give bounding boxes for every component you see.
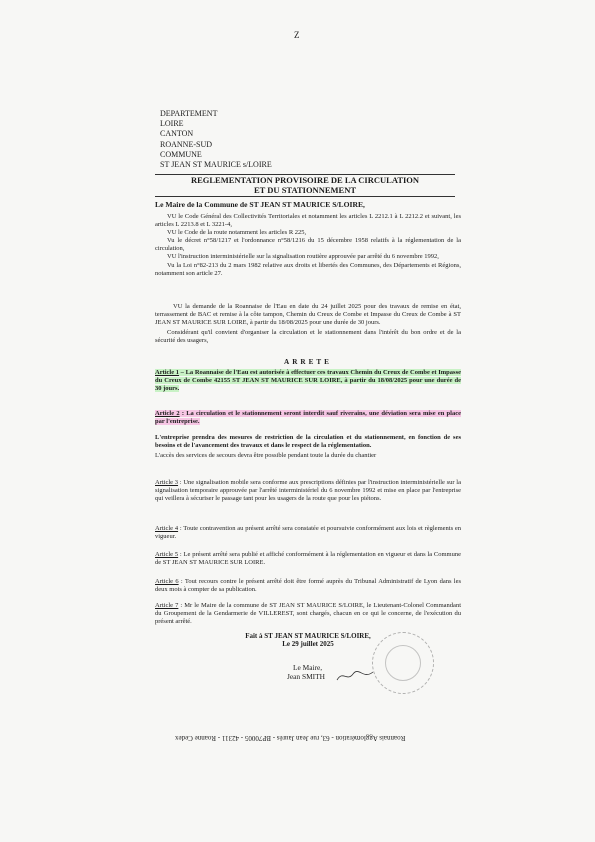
article-2-highlight xyxy=(155,410,461,425)
article-1-highlight xyxy=(155,369,461,392)
article-1-text: – La Roannaise de l'Eau est autorisée à effectuer ces travaux Chemin du Creux de Combe et Impasse du Creux de Combe 42155 ST JEAN ST MAURICE SUR LOIRE, à partir du 18/08/2025 pour une durée de 30 jours. xyxy=(155,369,461,393)
demande-text: VU la demande de la Roannaise de l'Eau en date du 24 juillet 2025 pour des travaux de remise en état, terrassement de BAC et remise à la côte tampon, Chemin du Creux de Combe et Impasse du Creux de Combe à ST JEAN ST MAURICE SUR LOIRE, à partir du 18/08/2025 pour une durée de 30 jours. xyxy=(155,303,461,327)
closing-place: Fait à ST JEAN ST MAURICE S/LOIRE, xyxy=(245,632,371,640)
article-3-text: : Une signalisation mobile sera conforme aux prescriptions définies par l'instruction interministérielle sur la signalisation temporaire approuvée par l'arrêté interministériel du 6 novembre 1992 et mise en place par l'entreprise qui veillera à sécuriser le passage tant pour les usagers de la route que pour les piétons. xyxy=(155,479,461,503)
article-5-text: : Le présent arrêté sera publié et affiché conformément à la réglementation en vigueur et dans la Commune de ST JEAN ST MAURICE SUR LOIRE. xyxy=(155,551,461,567)
stamp-inner-ring xyxy=(385,645,421,681)
article-7-text: : Mr le Maire de la commune de ST JEAN ST MAURICE S/LOIRE, le Lieutenant-Colonel Commandant du Groupement de la Gendarmerie de VILLEREST, sont chargés, chacun en ce qui le concerne, de l'exécution du présent arrêté. xyxy=(155,602,461,626)
article-5 xyxy=(155,551,461,567)
article-6-text: : Tout recours contre le présent arrêté doit être formé auprès du Tribunal Administratif de Lyon dans les deux mois à compter de sa publication. xyxy=(155,578,462,594)
page-number: Z xyxy=(294,30,300,40)
article-3 xyxy=(155,479,461,503)
article-2-text: : La circulation et le stationnement seront interdit sauf riverains, une déviation sera mise en place par l'entreprise. xyxy=(155,410,461,426)
visa-item: Vu la Loi n°82-213 du 2 mars 1982 relative aux droits et libertés des Communes, des Départements et Régions, notamment son article 27. xyxy=(155,261,461,277)
visa-item: VU l'instruction interministérielle sur la signalisation routière approuvée par arrêté du 6 novembre 1992, xyxy=(167,253,439,261)
title-line-1: REGLEMENTATION PROVISOIRE DE LA CIRCULATION xyxy=(190,175,420,185)
arrete-heading: ARRETE xyxy=(284,358,332,366)
mayor-intro: Le Maire de la Commune de ST JEAN ST MAURICE S/LOIRE, xyxy=(155,200,365,209)
header-line: ST JEAN ST MAURICE s/LOIRE xyxy=(160,160,272,170)
header-line: COMMUNE xyxy=(160,149,202,159)
official-stamp xyxy=(372,632,434,694)
article-1 xyxy=(155,369,461,393)
administrative-header xyxy=(160,109,272,170)
considerant-text: Considérant qu'il convient d'organiser la circulation et le stationnement dans l'intérêt du bon ordre et de la sécurité des usagers, xyxy=(155,329,461,345)
handwritten-signature xyxy=(335,668,375,684)
signatory-role: Le Maire, xyxy=(293,663,323,672)
signature-block xyxy=(287,663,325,681)
article-2-paragraph-2: L'accès des services de secours devra être possible pendant toute la durée du chantier xyxy=(155,452,377,460)
article-5-label: Article 5 xyxy=(155,551,179,558)
article-7 xyxy=(155,602,461,626)
article-2-paragraph-1: L'entreprise prendra des mesures de restriction de la circulation et du stationnement, en fonction de ses besoins et de l'avancement des travaux et dans le respect de la réglementation. xyxy=(155,434,461,450)
header-line: ROANNE-SUD xyxy=(160,139,212,149)
visa-item: VU le Code Général des Collectivités Territoriales et notamment les articles L 2212.1 à L 2212.2 et suivant, les articles L 2213.8 et L 3221-4, xyxy=(155,213,461,229)
closing-date: Le 29 juillet 2025 xyxy=(282,640,334,649)
article-4-text: : Toute contravention au présent arrêté sera constatée et poursuivie conformément aux lois et règlements en vigueur. xyxy=(155,525,461,541)
article-4 xyxy=(155,525,461,541)
request-paragraph xyxy=(155,303,461,345)
footer-address: Roannais Agglomération - 63, rue Jean Jaurès - BP70005 - 42311 - Roanne Cedex xyxy=(175,734,406,742)
article-6-label: Article 6 xyxy=(155,578,179,585)
signatory-name: Jean SMITH xyxy=(287,672,325,681)
visa-item: Vu le décret n°58/1217 et l'ordonnance n°58/1216 du 15 décembre 1958 relatifs à la réglementation de la circulation, xyxy=(155,237,461,253)
article-4-label: Article 4 xyxy=(155,525,179,532)
header-line: DEPARTEMENT xyxy=(160,109,218,118)
article-2-label: Article 2 xyxy=(155,410,180,417)
article-6 xyxy=(155,578,461,594)
article-3-label: Article 3 xyxy=(155,479,179,486)
header-line: CANTON xyxy=(160,129,194,139)
title-line-2: ET DU STATIONNEMENT xyxy=(253,184,357,195)
article-1-label: Article 1 xyxy=(155,369,180,376)
visas-block xyxy=(155,213,461,278)
header-line: LOIRE xyxy=(160,119,184,129)
document-title xyxy=(155,174,455,197)
article-7-label: Article 7 xyxy=(155,602,179,609)
visa-item: VU le Code de la route notamment les articles R 225, xyxy=(167,229,307,237)
article-2 xyxy=(155,410,461,460)
